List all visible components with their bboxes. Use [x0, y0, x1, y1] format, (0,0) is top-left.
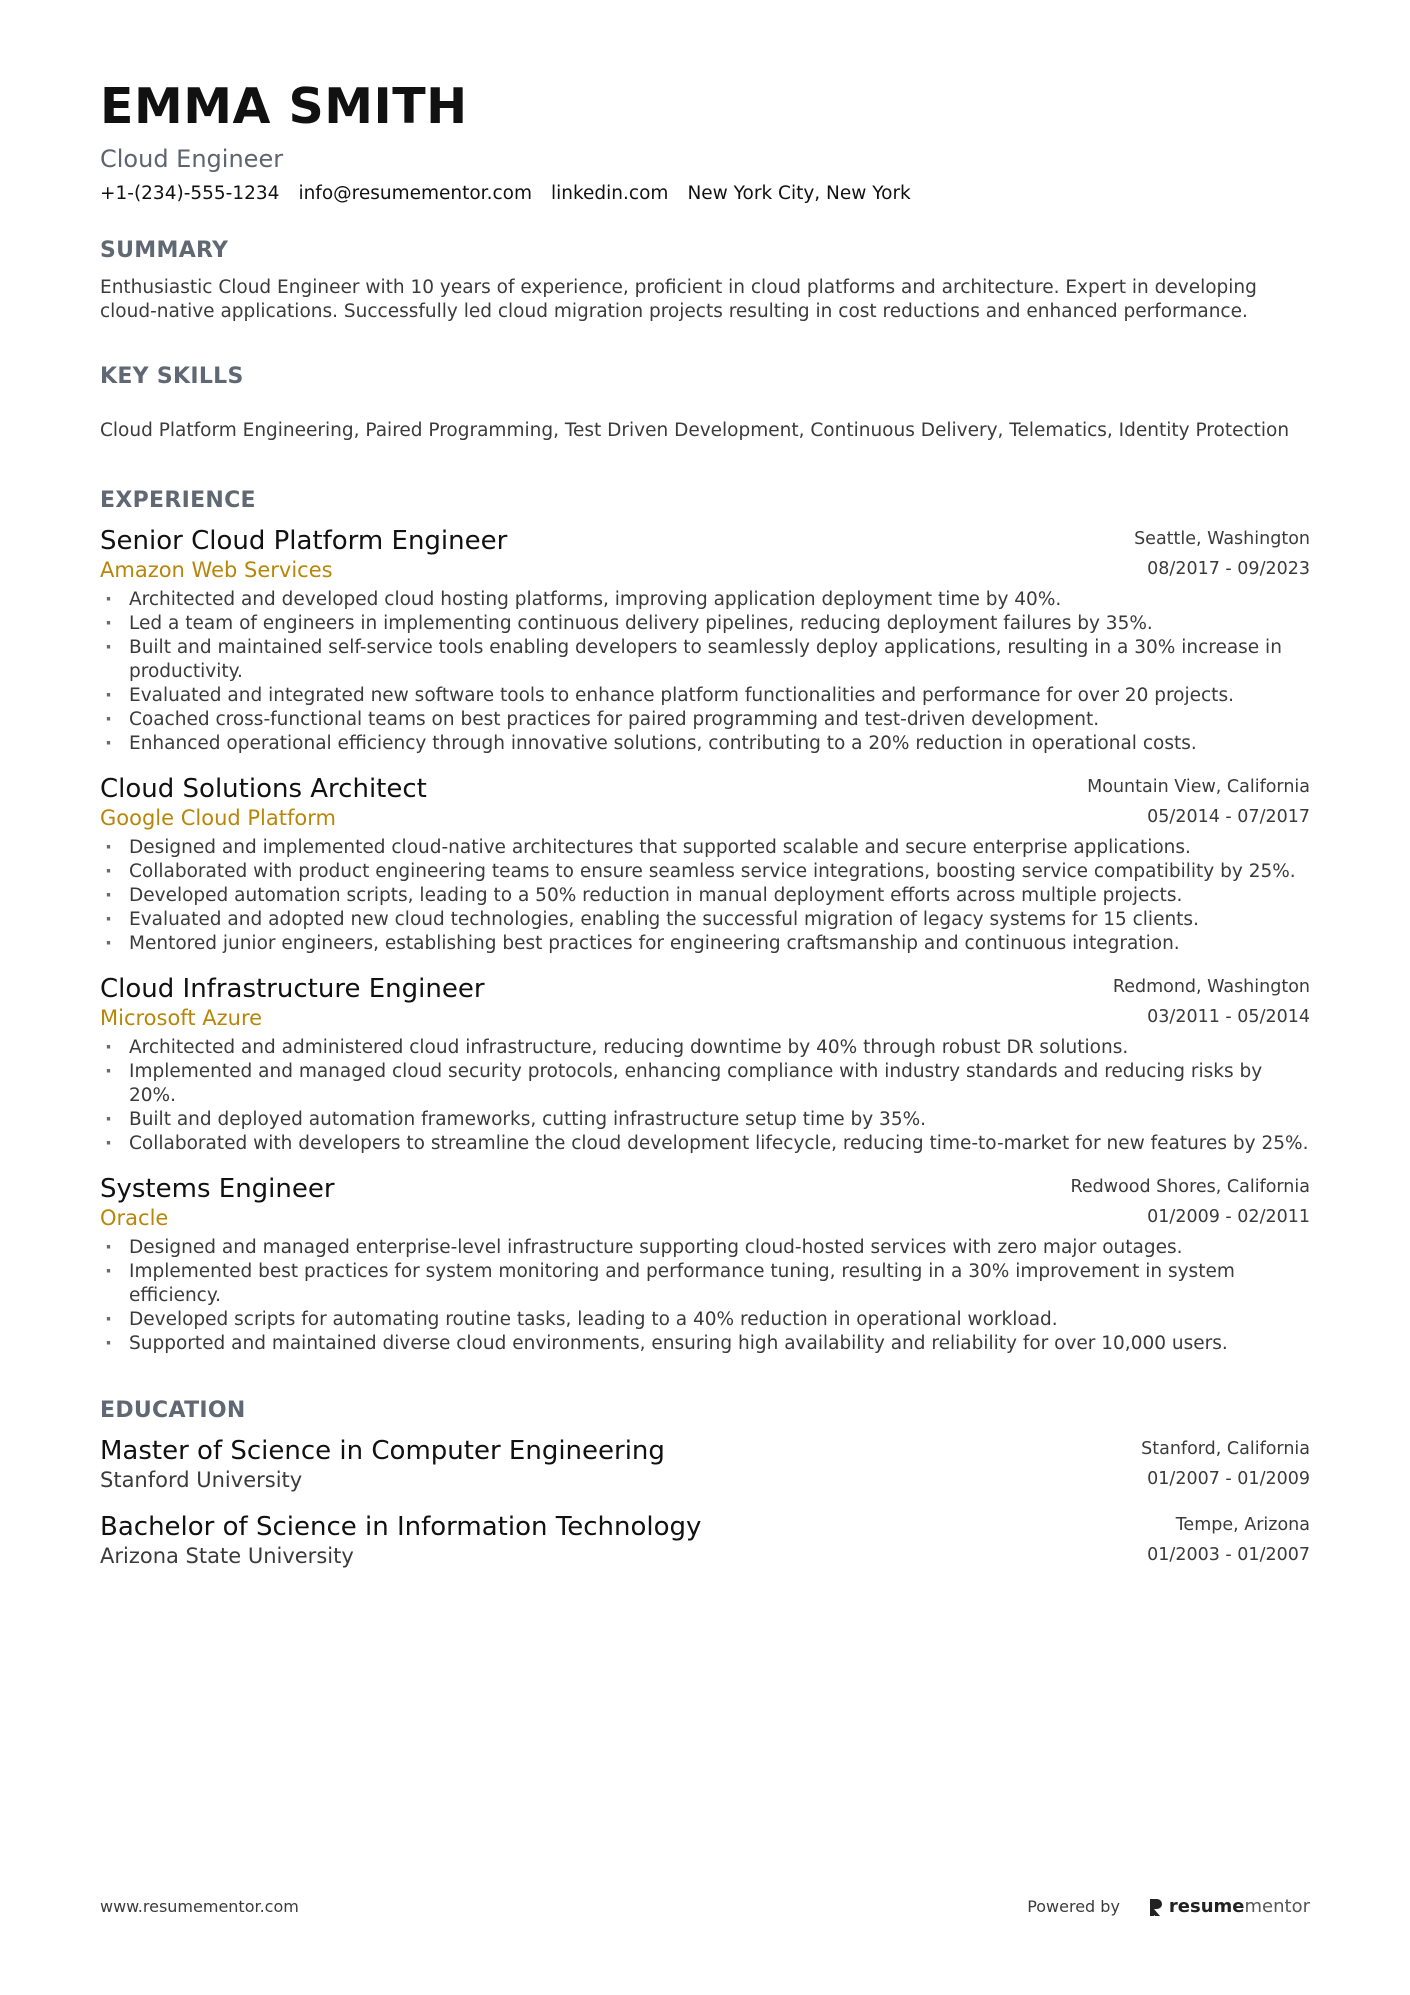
education-entry: [100, 1436, 1310, 1494]
job-role: Senior Cloud Platform Engineer: [100, 526, 508, 557]
job-bullet: · Designed and implemented cloud-native architectures that supported scalable and secure enterprise applications.: [100, 836, 1310, 860]
education-location: Stanford, California: [1141, 1439, 1310, 1460]
job-bullet: · Led a team of engineers in implementing continuous delivery pipelines, reducing deployment failures by 35%.: [100, 612, 1310, 636]
skills-title: KEY SKILLS: [100, 364, 244, 390]
resumementor-logo-icon: [1148, 1897, 1164, 1917]
job-title-block: [100, 526, 507, 584]
education-meta-block: [1141, 1436, 1310, 1490]
education-entry: [100, 1512, 1310, 1570]
job-title-block: [100, 774, 427, 832]
job-entry: [100, 974, 1310, 1156]
job-entry: [100, 526, 1310, 756]
brand-text-bold: resume: [1168, 1896, 1245, 1917]
job-bullets: [100, 836, 1310, 956]
education-meta-block: [1147, 1512, 1310, 1566]
experience-title: EXPERIENCE: [100, 487, 256, 513]
contact-row: [100, 182, 1310, 206]
job-entry: [100, 1174, 1310, 1356]
job-title-block: [100, 974, 485, 1032]
education-dates: 01/2003 - 01/2007: [1147, 1545, 1310, 1566]
job-bullets: [100, 1236, 1310, 1356]
job-bullet: · Developed automation scripts, leading to a 50% reduction in manual deployment efforts across multiple projects.: [100, 884, 1310, 908]
education-location: Tempe, Arizona: [1175, 1515, 1310, 1536]
job-meta-block: [1113, 974, 1310, 1028]
job-header: [100, 974, 1310, 1032]
education-title-block: [100, 1512, 701, 1570]
job-role: Cloud Solutions Architect: [100, 774, 427, 805]
job-bullet: · Implemented and managed cloud security protocols, enhancing compliance with industry standards and reducing risks by 20%.: [100, 1060, 1310, 1108]
education-section: [100, 1398, 1310, 1570]
brand-logo[interactable]: [1148, 1896, 1310, 1917]
degree-name: Master of Science in Computer Engineering: [100, 1436, 665, 1467]
job-role: Cloud Infrastructure Engineer: [100, 974, 485, 1005]
job-bullet: · Designed and managed enterprise-level infrastructure supporting cloud-hosted services with zero major outages.: [100, 1236, 1310, 1260]
school-name: Arizona State University: [100, 1544, 354, 1569]
candidate-name: EMMA SMITH: [100, 78, 468, 135]
contact-phone: +1-(234)-555-1234: [100, 182, 280, 204]
summary-text: Enthusiastic Cloud Engineer with 10 years of experience, proficient in cloud platforms and architecture. Expert in developing cloud-native applications. Successfully led cloud migration projects resulting in cost reductions and enhanced performance.: [100, 277, 1257, 323]
education-title: EDUCATION: [100, 1398, 246, 1424]
job-meta-block: [1071, 1174, 1310, 1228]
summary-section: [100, 238, 1310, 324]
job-bullet: · Coached cross-functional teams on best practices for paired programming and test-driven development.: [100, 708, 1310, 732]
job-dates: 01/2009 - 02/2011: [1147, 1207, 1310, 1228]
job-dates: 08/2017 - 09/2023: [1147, 559, 1310, 580]
page-footer: [100, 1896, 1310, 1917]
job-bullet: · Developed scripts for automating routine tasks, leading to a 40% reduction in operational workload.: [100, 1308, 1310, 1332]
job-title-block: [100, 1174, 335, 1232]
footer-branding: [1027, 1896, 1310, 1917]
job-header: [100, 526, 1310, 584]
powered-by-label: Powered by: [1027, 1897, 1120, 1916]
skills-section: [100, 364, 1310, 442]
job-dates: 05/2014 - 07/2017: [1147, 807, 1310, 828]
education-header: [100, 1512, 1310, 1570]
contact-location: New York City, New York: [687, 182, 911, 204]
job-location: Mountain View, California: [1087, 777, 1310, 798]
job-company: Oracle: [100, 1206, 169, 1231]
job-bullet: · Mentored junior engineers, establishing best practices for engineering craftsmanship and continuous integration.: [100, 932, 1310, 956]
job-bullets: [100, 588, 1310, 756]
job-bullet: · Implemented best practices for system monitoring and performance tuning, resulting in a 30% improvement in system efficiency.: [100, 1260, 1310, 1308]
job-meta-block: [1134, 526, 1310, 580]
job-bullet: · Evaluated and integrated new software tools to enhance platform functionalities and performance for over 20 projects.: [100, 684, 1310, 708]
job-header: [100, 774, 1310, 832]
job-bullet: · Collaborated with product engineering teams to ensure seamless service integrations, boosting service compatibility by 25%.: [100, 860, 1310, 884]
brand-text-light: mentor: [1244, 1896, 1310, 1917]
job-company: Google Cloud Platform: [100, 806, 336, 831]
job-dates: 03/2011 - 05/2014: [1147, 1007, 1310, 1028]
school-name: Stanford University: [100, 1468, 303, 1493]
education-header: [100, 1436, 1310, 1494]
job-bullet: · Supported and maintained diverse cloud environments, ensuring high availability and reliability for over 10,000 users.: [100, 1332, 1310, 1356]
summary-title: SUMMARY: [100, 237, 229, 263]
footer-website[interactable]: www.resumementor.com: [100, 1897, 299, 1916]
job-meta-block: [1087, 774, 1310, 828]
resume-header: [100, 78, 1310, 206]
job-bullet: · Built and maintained self-service tools enabling developers to seamlessly deploy applications, resulting in a 30% increase in productivity.: [100, 636, 1310, 684]
education-title-block: [100, 1436, 665, 1494]
job-headline: Cloud Engineer: [100, 145, 284, 173]
job-bullets: [100, 1036, 1310, 1156]
experience-section: [100, 488, 1310, 1356]
job-role: Systems Engineer: [100, 1174, 335, 1205]
skills-list: Cloud Platform Engineering, Paired Programming, Test Driven Development, Continuous Delivery, Telematics, Identity Protection: [100, 419, 1290, 441]
contact-email[interactable]: info@resumementor.com: [298, 182, 532, 204]
job-bullet: · Evaluated and adopted new cloud technologies, enabling the successful migration of legacy systems for 15 clients.: [100, 908, 1310, 932]
job-entry: [100, 774, 1310, 956]
job-location: Redwood Shores, California: [1070, 1177, 1310, 1198]
job-bullet: · Built and deployed automation frameworks, cutting infrastructure setup time by 35%.: [100, 1108, 1310, 1132]
job-bullet: · Enhanced operational efficiency through innovative solutions, contributing to a 20% reduction in operational costs.: [100, 732, 1310, 756]
job-company: Microsoft Azure: [100, 1006, 263, 1031]
job-location: Seattle, Washington: [1134, 529, 1310, 550]
job-bullet: · Collaborated with developers to streamline the cloud development lifecycle, reducing time-to-market for new features by 25%.: [100, 1132, 1310, 1156]
contact-linkedin[interactable]: linkedin.com: [550, 182, 669, 204]
job-bullet: · Architected and administered cloud infrastructure, reducing downtime by 40% through robust DR solutions.: [100, 1036, 1310, 1060]
degree-name: Bachelor of Science in Information Technology: [100, 1512, 702, 1543]
job-location: Redmond, Washington: [1112, 977, 1310, 998]
job-header: [100, 1174, 1310, 1232]
brand-text: [1169, 1896, 1310, 1917]
job-company: Amazon Web Services: [100, 558, 333, 583]
job-bullet: · Architected and developed cloud hosting platforms, improving application deployment time by 40%.: [100, 588, 1310, 612]
education-dates: 01/2007 - 01/2009: [1147, 1469, 1310, 1490]
